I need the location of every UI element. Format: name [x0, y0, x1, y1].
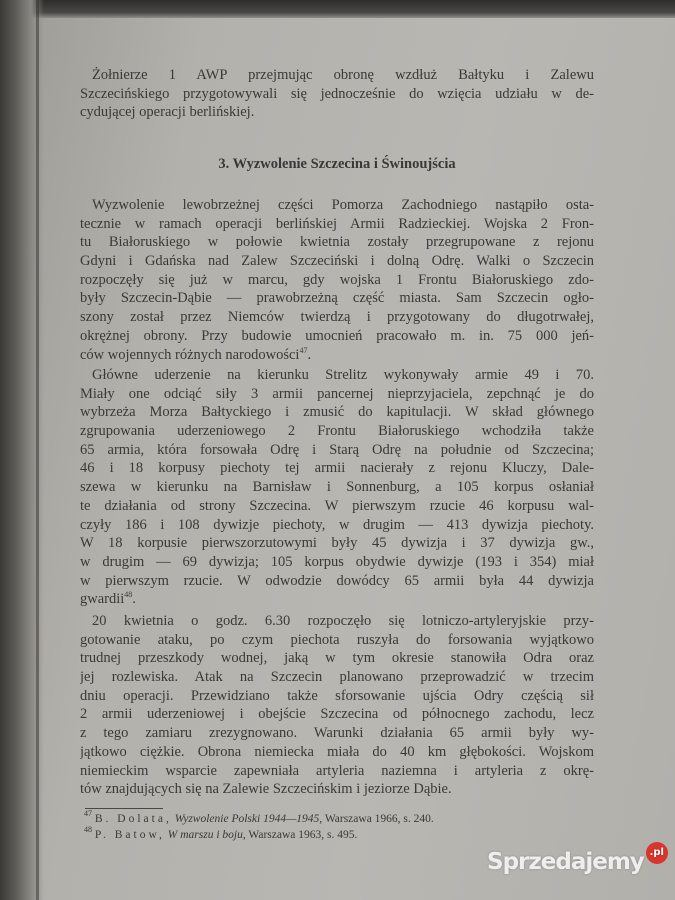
- text-line: [80, 66, 594, 85]
- paragraph-1: [80, 66, 594, 122]
- line-text: z tego zamiaru zrezygnowano. Warunki działania 65 armii były wy-: [80, 725, 594, 742]
- text-line: [80, 516, 594, 535]
- text-line: [80, 271, 594, 290]
- paragraph-4: [80, 612, 594, 799]
- line-text: 65 armia, która forsowała Odrę i Starą Odrę na południe od Szczecina;: [80, 441, 594, 458]
- line-text: Miały one odciąć siły 3 armii pancernej nieprzyjaciela, zepchnąć je do: [80, 385, 594, 402]
- line-text: tecznie w ramach operacji berlińskiej Armii Radzieckiej. Wojska 2 Fron-: [80, 215, 594, 232]
- text-line: [80, 612, 594, 631]
- line-text: ców wojennych różnych narodowości: [80, 346, 300, 363]
- line-text: Gdyni i Gdańska nad Zalew Szczeciński i dolną Odrę. Walki o Szczecin: [80, 253, 594, 270]
- line-text: Szczecińskiego przygotowywali się jednocześnie do wzięcia udziału w de-: [80, 85, 594, 102]
- text-line: [80, 762, 594, 781]
- line-text: gwardii: [80, 591, 125, 608]
- footnote-47: [84, 809, 434, 827]
- line-text: rozpoczęły się już w marcu, gdy wojska 1 Frontu Białoruskiego zdo-: [80, 271, 594, 288]
- line-text: czyły 186 i 108 dywizje piechoty, w drugim — 413 dywizja piechoty.: [80, 516, 594, 533]
- footnote-author: B. Dolata,: [94, 813, 172, 825]
- line-text: Żołnierze 1 AWP przejmując obronę wzdłuż Bałtyku i Zalewu: [92, 67, 594, 83]
- text-line: [80, 403, 594, 422]
- sprzedajemy-watermark-logo: [487, 848, 668, 876]
- line-text: były Szczecin-Dąbie — prawobrzeżną część miasta. Sam Szczecin ogło-: [80, 290, 594, 307]
- watermark-tld-badge: .pl: [646, 842, 668, 864]
- line-text: trudnej przeszkody wodnej, jaką w tym okresie stanowiła Odra oraz: [80, 650, 594, 667]
- text-line: [80, 572, 594, 591]
- line-text: W 18 korpusie pierwszorzutowymi były 45 dywizja i 37 dywizja gw.,: [80, 535, 594, 552]
- text-line: [80, 289, 594, 308]
- footnote-number: 48: [84, 825, 92, 834]
- text-line: [80, 743, 594, 762]
- text-line: [80, 497, 594, 516]
- line-punctuation: .: [307, 346, 312, 363]
- footnote-details: Warszawa 1966, s. 240.: [324, 813, 434, 825]
- text-line: [80, 215, 594, 234]
- text-line: [80, 422, 594, 441]
- text-line: [80, 366, 594, 385]
- line-text: cydującej operacji berlińskiej.: [80, 104, 255, 121]
- watermark-name: Sprzedajemy: [487, 849, 644, 875]
- text-line: [80, 724, 594, 743]
- line-text: 20 kwietnia o godz. 6.30 rozpoczęło się lotniczo-artyleryjskie przy-: [92, 613, 594, 629]
- text-line: [80, 705, 594, 724]
- line-text: dniu operacji. Przewidziano także sforsowanie ujścia Odry częścią sił: [80, 687, 594, 704]
- line-text: wybrzeża Morza Bałtyckiego i zmusić do kapitulacji. W skład głównego: [80, 404, 594, 421]
- line-punctuation: .: [132, 591, 136, 608]
- text-line: [80, 780, 594, 799]
- text-line: [80, 327, 594, 346]
- footnote-title: W marszu i boju,: [167, 829, 246, 841]
- footnote-title: Wyzwolenie Polski 1944—1945,: [174, 813, 323, 825]
- line-text: gotowanie ataku, po czym piechota ruszyła do forsowania wyjątkowo: [80, 631, 594, 648]
- line-text: okrężnej obrony. Przy budowie umocnień pracowało m. in. 75 000 jeń-: [80, 327, 594, 344]
- text-line: [80, 649, 594, 668]
- line-text: Wyzwolenie lewobrzeżnej części Pomorza Zachodniego nastąpiło osta-: [92, 197, 594, 213]
- footnote-divider: [85, 808, 163, 809]
- paragraph-2: [80, 196, 594, 364]
- text-line: [80, 233, 594, 252]
- footnote-reference: 47: [299, 345, 308, 355]
- footnote-reference: 48: [124, 590, 133, 600]
- line-text: szewa w kierunku na Barnisław i Sonnenburg, a 105 korpus osłaniał: [80, 479, 594, 496]
- section-heading: 3. Wyzwolenie Szczecina i Świnoujścia: [218, 156, 456, 172]
- line-text: szony został przez Niemców twierdzą i przygotowany do długotrwałej,: [80, 309, 594, 326]
- text-line: [80, 346, 594, 365]
- line-text: w pierwszym rzucie. W odwodzie dowódcy 65 armii była 44 dywizja: [80, 572, 594, 589]
- text-line: [80, 252, 594, 271]
- text-line: [80, 590, 594, 609]
- text-line: [80, 385, 594, 404]
- text-line: [80, 668, 594, 687]
- text-line: [80, 478, 594, 497]
- text-line: [80, 631, 594, 650]
- line-text: niemieckim wsparcie zapewniała artyleria naziemna i artyleria z okrę-: [80, 762, 594, 779]
- text-line: [80, 459, 594, 478]
- line-text: w drugim — 69 dywizja; 105 korpus obydwie dywizje (193 i 354) miał: [80, 553, 594, 570]
- footnote-number: 47: [84, 809, 92, 818]
- line-text: tu Białoruskiego w połowie kwietnia zostały przegrupowane z rejonu: [80, 234, 594, 251]
- text-line: [80, 441, 594, 460]
- line-text: tów znajdujących się na Zalewie Szczecińskim i jeziorze Dąbie.: [80, 781, 452, 798]
- paragraph-3: [80, 366, 594, 609]
- page-fold: [36, 0, 39, 900]
- text-line: [80, 553, 594, 572]
- line-text: 46 i 18 korpusy piechoty tej armii nacierały z rejonu Kluczy, Dale-: [80, 460, 594, 477]
- text-line: [80, 196, 594, 215]
- text-line: [80, 534, 594, 553]
- footnote-author: P. Batow,: [94, 829, 165, 841]
- line-text: zgrupowania uderzeniowego 2 Frontu Białoruskiego wchodziła także: [80, 423, 594, 440]
- line-text: te działania od strony Szczecina. W pierwszym rzucie 46 korpusu wal-: [80, 497, 594, 514]
- line-text: jątkowo ciężkie. Obrona niemiecka miała do 40 km głębokości. Wojskom: [80, 743, 594, 760]
- footnote-48: [84, 825, 358, 843]
- footnote-details: Warszawa 1963, s. 495.: [248, 829, 358, 841]
- text-line: [80, 103, 594, 122]
- line-text: Główne uderzenie na kierunku Strelitz wykonywały armie 49 i 70.: [92, 367, 594, 383]
- line-text: 2 armii uderzeniowej i obejście Szczecina od północnego zachodu, lecz: [80, 706, 594, 723]
- text-line: [80, 308, 594, 327]
- text-line: [80, 85, 594, 104]
- line-text: jej rozlewiska. Atak na Szczecin planowano przeprowadzić w trzecim: [80, 669, 594, 686]
- background-top-edge: [0, 0, 675, 18]
- text-line: [80, 687, 594, 706]
